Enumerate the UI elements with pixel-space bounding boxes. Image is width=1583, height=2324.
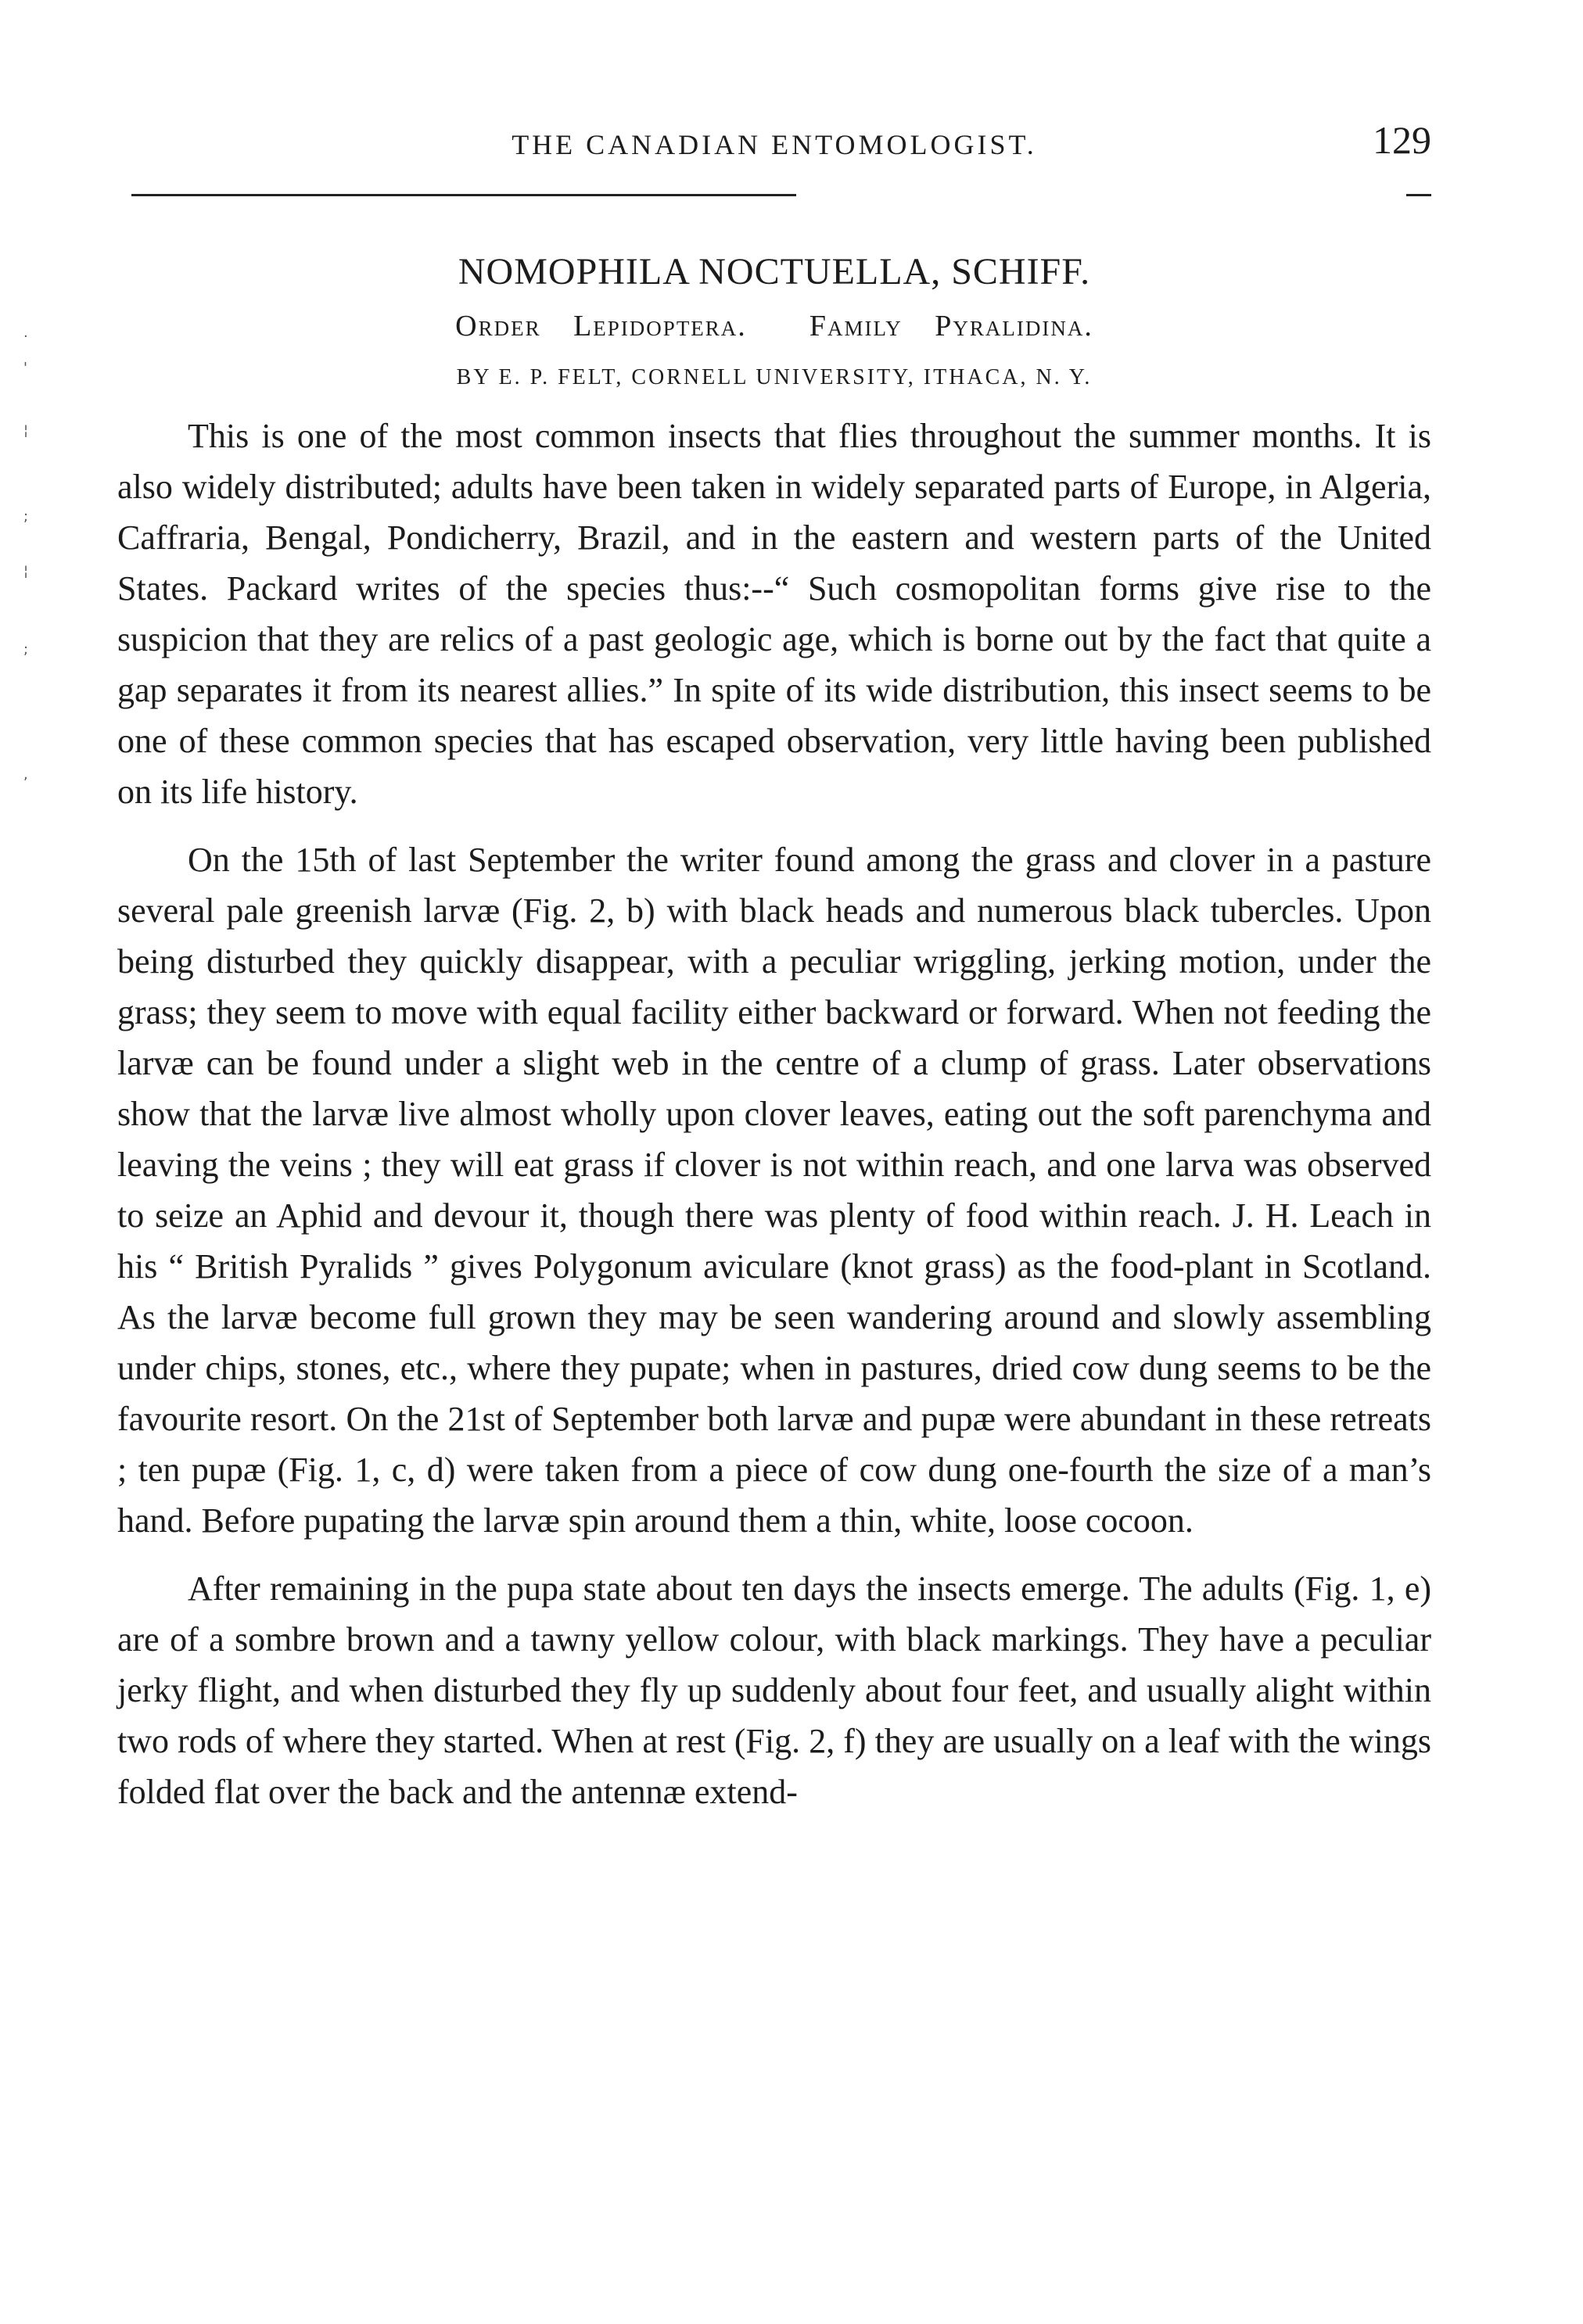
article-body: [117, 411, 1431, 1817]
page-number: 129: [1373, 118, 1431, 162]
order-label: Order Lepidoptera.: [455, 310, 747, 343]
author-byline: BY E. P. FELT, CORNELL UNIVERSITY, ITHACA, N. Y.: [456, 365, 1093, 389]
journal-running-title: THE CANADIAN ENTOMOLOGIST.: [512, 129, 1037, 160]
journal-page: [117, 102, 1431, 1817]
running-head: [117, 102, 1431, 172]
taxonomic-classification: [117, 309, 1431, 343]
paragraph: This is one of the most common insects that flies throughout the summer months. It is also widely distributed; adults have been taken in widely separated parts of Europe, in Algeria, Caffraria, Bengal, Pondicherry, Brazil, and in the eastern and western parts of the United States. Packard writes of the species thus:--“ Such cosmopolitan forms give rise to the suspicion that they are relics of a past geologic age, which is borne out by the fact that quite a gap separates it from its nearest allies.” In spite of its wide distribution, this insect seems to be one of these common species that has escaped observation, very little having been published on its life history.: [117, 417, 1431, 811]
article-title: NOMOPHILA NOCTUELLA, SCHIFF.: [458, 251, 1091, 292]
family-label: Family Pyralidina.: [809, 310, 1093, 343]
margin-scan-marks: · ' ¦ ; ¦ ; ,: [23, 328, 29, 783]
header-rule: [131, 194, 796, 196]
paragraph: After remaining in the pupa state about ten days the insects emerge. The adults (Fig. 1, e) are of a sombre brown and a tawny yellow colour, with black markings. They have a peculiar jerky flight, and when disturbed they fly up suddenly about four feet, and usually alight within two rods of where they started. When at rest (Fig. 2, f) they are usually on a leaf with the wings folded flat over the back and the antennæ extend-: [117, 1569, 1431, 1811]
header-rule-right: [1406, 194, 1431, 196]
paragraph: On the 15th of last September the writer found among the grass and clover in a pasture several pale greenish larvæ (Fig. 2, b) with black heads and numerous black tubercles. Upon being disturbed they quickly disappear, with a peculiar wriggling, jerking motion, under the grass; they seem to move with equal facility either backward or forward. When not feeding the larvæ can be found under a slight web in the centre of a clump of grass. Later observations show that the larvæ live almost wholly upon clover leaves, eating out the soft parenchyma and leaving the veins ; they will eat grass if clover is not within reach, and one larva was observed to seize an Aphid and devour it, though there was plenty of food within reach. J. H. Leach in his “ British Pyralids ” gives Polygonum aviculare (knot grass) as the food-plant in Scotland. As the larvæ become full grown they may be seen wandering around and slowly assembling under chips, stones, etc., where they pupate; when in pastures, dried cow dung seems to be the favourite resort. On the 21st of September both larvæ and pupæ were abundant in these retreats ; ten pupæ (Fig. 1, c, d) were taken from a piece of cow dung one-fourth the size of a man’s hand. Before pupating the larvæ spin around them a thin, white, loose cocoon.: [117, 841, 1431, 1540]
